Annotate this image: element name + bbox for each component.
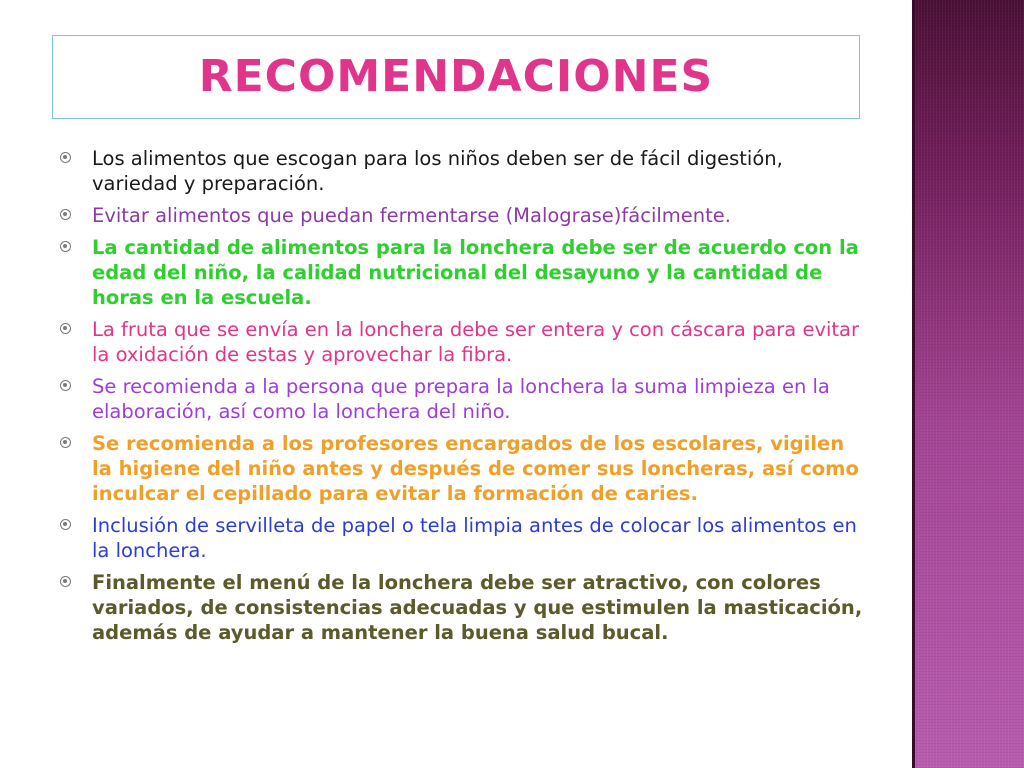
list-item-text: Evitar alimentos que puedan fermentarse (Malograse)fácilmente. bbox=[92, 204, 731, 227]
list-item bbox=[60, 374, 870, 424]
decorative-side-band bbox=[912, 0, 1024, 768]
list-item bbox=[60, 317, 870, 367]
list-item bbox=[60, 513, 870, 563]
title-box bbox=[52, 35, 860, 119]
list-item-text: Se recomienda a los profesores encargados de los escolares, vigilen la higiene del niño antes y después de comer sus loncheras, así como inculcar el cepillado para evitar la formación de caries. bbox=[92, 432, 859, 505]
recommendations-list bbox=[60, 146, 870, 652]
radio-bullet-icon bbox=[60, 152, 71, 163]
radio-bullet-icon bbox=[60, 576, 71, 587]
list-item bbox=[60, 431, 870, 506]
list-item-text: Se recomienda a la persona que prepara la lonchera la suma limpieza en la elaboración, así como la lonchera del niño. bbox=[92, 375, 830, 423]
radio-bullet-icon bbox=[60, 437, 71, 448]
list-item bbox=[60, 235, 870, 310]
list-item-text: Finalmente el menú de la lonchera debe ser atractivo, con colores variados, de consistencias adecuadas y que estimulen la masticación, además de ayudar a mantener la buena salud bucal. bbox=[92, 571, 863, 644]
list-item bbox=[60, 203, 870, 228]
list-item-text: La fruta que se envía en la lonchera debe ser entera y con cáscara para evitar la oxidación de estas y aprovechar la fibra. bbox=[92, 318, 860, 366]
list-item-text: Inclusión de servilleta de papel o tela limpia antes de colocar los alimentos en la lonchera. bbox=[92, 514, 857, 562]
list-item bbox=[60, 570, 870, 645]
list-item-text: Los alimentos que escogan para los niños deben ser de fácil digestión, variedad y preparación. bbox=[92, 147, 783, 195]
radio-bullet-icon bbox=[60, 241, 71, 252]
slide-title: RECOMENDACIONES bbox=[198, 51, 714, 102]
list-item-text: La cantidad de alimentos para la lonchera debe ser de acuerdo con la edad del niño, la calidad nutricional del desayuno y la cantidad de horas en la escuela. bbox=[92, 236, 859, 309]
radio-bullet-icon bbox=[60, 323, 71, 334]
radio-bullet-icon bbox=[60, 380, 71, 391]
radio-bullet-icon bbox=[60, 209, 71, 220]
list-item bbox=[60, 146, 870, 196]
radio-bullet-icon bbox=[60, 519, 71, 530]
